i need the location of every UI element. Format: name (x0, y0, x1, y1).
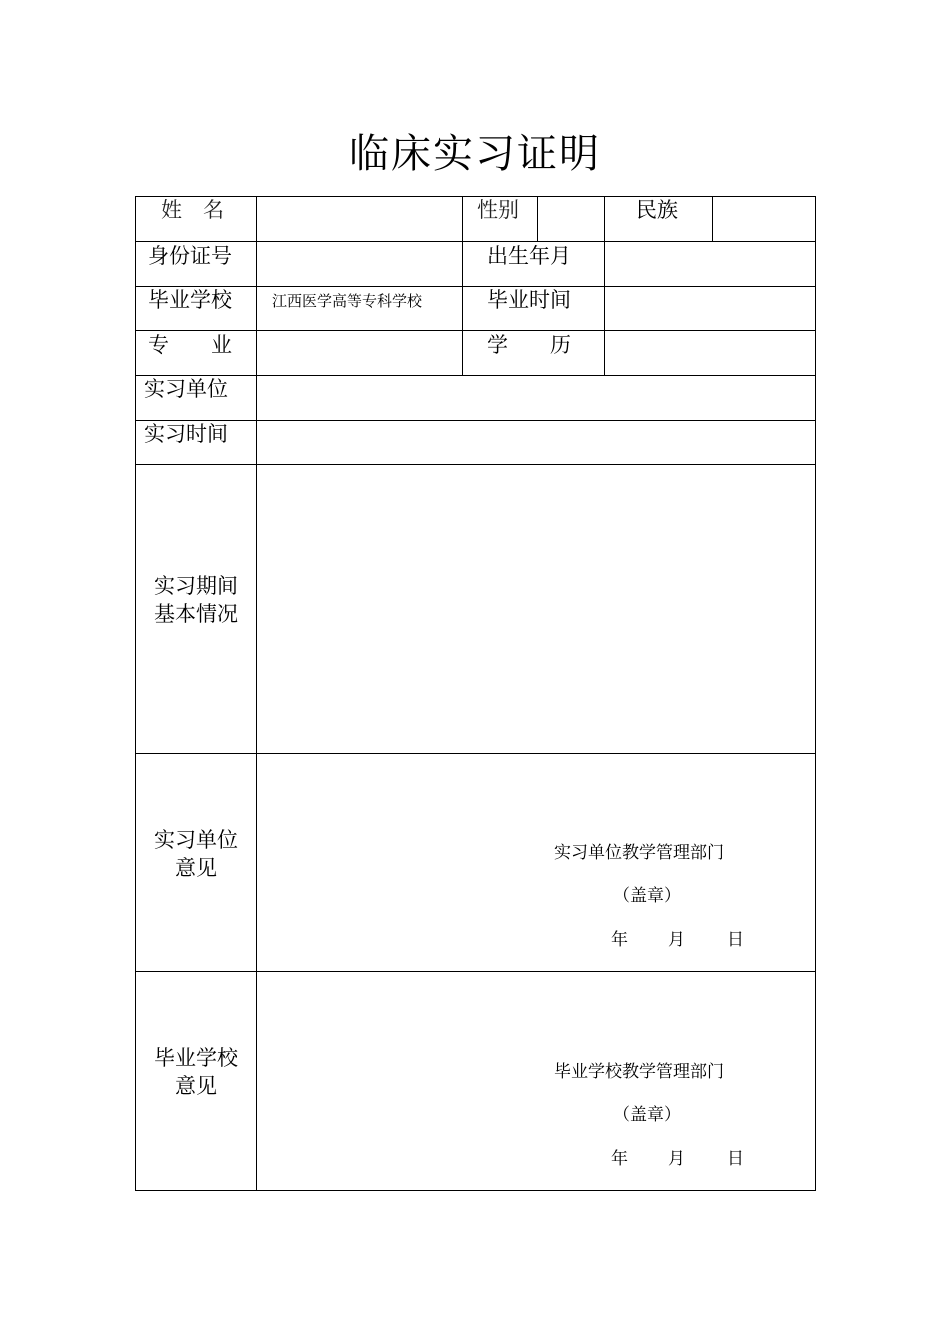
school-opinion-dept: 毕业学校教学管理部门 (554, 1062, 724, 1082)
table-border-bottom (135, 1190, 816, 1191)
basic-situation-label-line1: 实习期间 (154, 574, 238, 598)
column-divider (462, 196, 463, 376)
graduate-school-label: 毕业学校 (148, 288, 232, 312)
unit-opinion-label (136, 826, 256, 882)
school-opinion-label-line2: 意见 (175, 1074, 217, 1098)
basic-situation-label-line2: 基本情况 (154, 602, 238, 626)
unit-opinion-seal: （盖章） (613, 886, 681, 906)
school-opinion-seal: （盖章） (613, 1105, 681, 1125)
unit-opinion-day: 日 (727, 930, 744, 950)
internship-time-label: 实习时间 (144, 422, 228, 446)
name-label: 姓 名 (161, 198, 224, 222)
graduation-time-field[interactable] (605, 287, 815, 330)
internship-time-field[interactable] (257, 421, 815, 464)
id-number-field[interactable] (257, 242, 462, 286)
id-number-label: 身份证号 (148, 244, 232, 268)
unit-opinion-year: 年 (611, 930, 628, 950)
graduation-time-label: 毕业时间 (487, 288, 571, 312)
gender-field[interactable] (538, 197, 604, 241)
ethnicity-label: 民族 (636, 198, 678, 222)
birth-field[interactable] (605, 242, 815, 286)
school-opinion-year: 年 (611, 1149, 628, 1169)
internship-unit-label: 实习单位 (144, 377, 228, 401)
birth-label: 出生年月 (487, 244, 571, 268)
unit-opinion-label-line1: 实习单位 (154, 828, 238, 852)
education-field[interactable] (605, 331, 815, 375)
gender-label: 性别 (477, 198, 519, 222)
unit-opinion-label-line2: 意见 (175, 856, 217, 880)
education-label: 学 历 (487, 333, 571, 357)
ethnicity-field[interactable] (713, 197, 815, 241)
school-opinion-label-line1: 毕业学校 (154, 1046, 238, 1070)
internship-unit-field[interactable] (257, 376, 815, 420)
basic-situation-field[interactable] (257, 465, 815, 753)
school-opinion-day: 日 (727, 1149, 744, 1169)
graduate-school-value[interactable]: 江西医学高等专科学校 (272, 292, 423, 310)
school-opinion-label (136, 1044, 256, 1100)
basic-situation-label (136, 572, 256, 628)
school-opinion-month: 月 (668, 1149, 685, 1169)
unit-opinion-dept: 实习单位教学管理部门 (554, 843, 724, 863)
table-border-left (135, 196, 136, 1191)
table-border-right (815, 196, 816, 1191)
page-title: 临床实习证明 (349, 131, 601, 177)
major-field[interactable] (257, 331, 462, 375)
unit-opinion-month: 月 (668, 930, 685, 950)
major-label: 专 业 (148, 333, 232, 357)
name-field[interactable] (257, 197, 462, 241)
